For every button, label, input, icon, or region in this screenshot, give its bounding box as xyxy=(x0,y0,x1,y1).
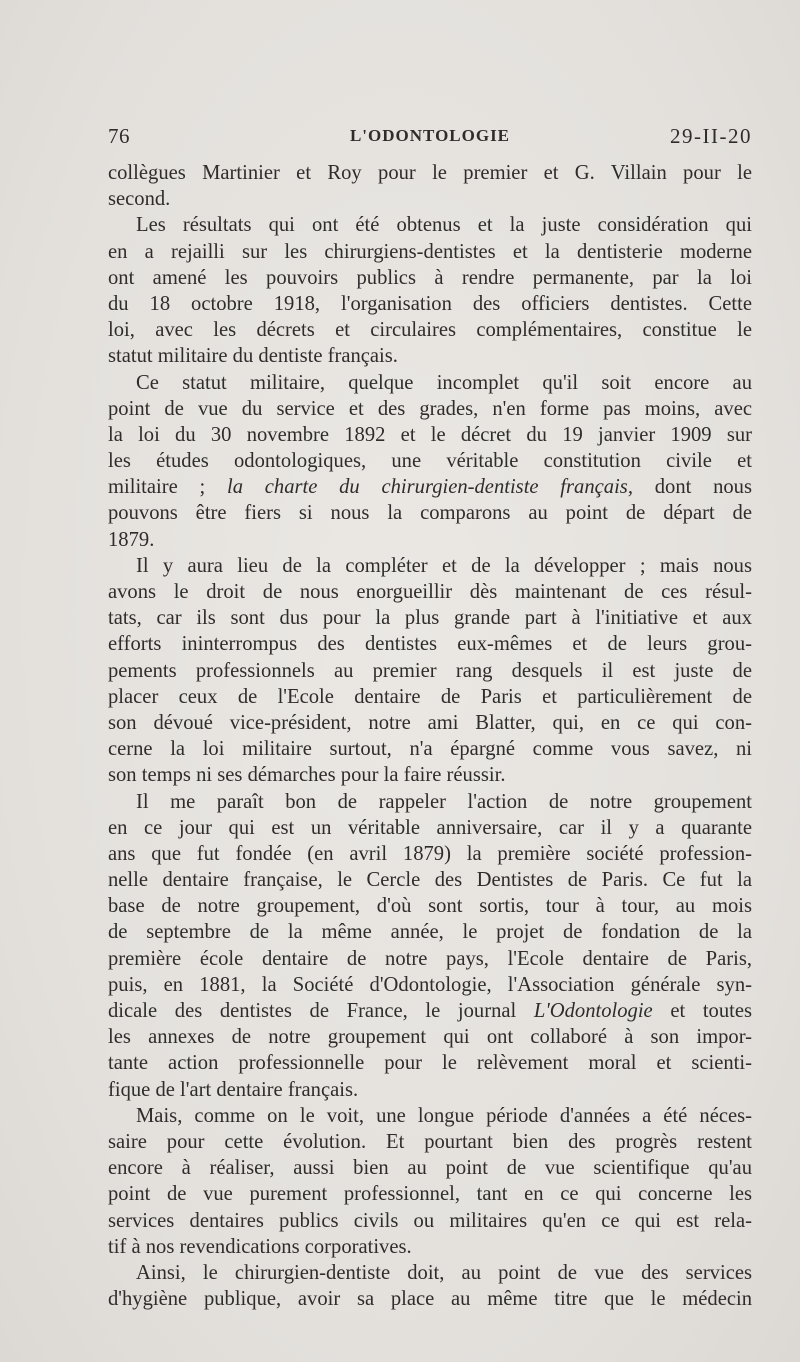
text-line xyxy=(108,474,752,500)
text-line xyxy=(108,998,752,1024)
text-line: tats, car ils sont dus pour la plus grande part à l'initiative et aux xyxy=(108,607,752,630)
text-line: Ainsi, le chirurgien-dentiste doit, au point de vue des services xyxy=(136,1261,752,1284)
text-line: d'hygiène publique, avoir sa place au même titre que le médecin xyxy=(108,1288,752,1311)
text-line: ont amené les pouvoirs publics à rendre permanente, par la loi xyxy=(108,266,752,289)
body-text xyxy=(108,160,752,1312)
text-line: point de vue purement professionnel, tant en ce qui concerne les xyxy=(108,1183,752,1206)
text-line: pouvons être fiers si nous la comparons au point de départ de xyxy=(108,502,752,525)
text-line: placer ceux de l'Ecole dentaire de Paris et particulièrement de xyxy=(108,685,752,708)
text-line: la loi du 30 novembre 1892 et le décret du 19 janvier 1909 sur xyxy=(108,423,752,446)
italic-title: la charte du chirurgien-dentiste français, xyxy=(227,476,633,499)
text-line: tif à nos revendications corporatives. xyxy=(108,1235,412,1258)
text-line: nelle dentaire française, le Cercle des Dentistes de Paris. Ce fut la xyxy=(108,869,752,892)
text-line: Il me paraît bon de rappeler l'action de notre groupement xyxy=(136,790,752,813)
running-title: L'ODONTOLOGIE xyxy=(349,126,511,145)
running-header xyxy=(108,124,752,154)
text-line: tante action professionnelle pour le relèvement moral et scienti- xyxy=(108,1052,752,1075)
text-line: 1879. xyxy=(108,528,155,551)
text-line: collègues Martinier et Roy pour le premier et G. Villain pour le xyxy=(108,162,752,184)
text-line: second. xyxy=(108,188,171,211)
text-line: Il y aura lieu de la compléter et de la développer ; mais nous xyxy=(136,554,752,577)
text-line: encore à réaliser, aussi bien au point de vue scientifique qu'au xyxy=(108,1157,752,1180)
text-segment: et toutes xyxy=(652,1000,753,1022)
issue-date: 29-II-20 xyxy=(670,124,752,148)
italic-journal-title: L'Odontologie xyxy=(533,1000,653,1022)
text-line: saire pour cette évolution. Et pourtant bien des progrès restent xyxy=(108,1130,752,1153)
text-segment: militaire ; xyxy=(108,476,227,499)
text-line: base de notre groupement, d'où sont sortis, tour à tour, au mois xyxy=(108,895,752,918)
text-line: services dentaires publics civils ou militaires qu'en ce qui est rela- xyxy=(108,1209,752,1232)
text-line: première école dentaire de notre pays, l'Ecole dentaire de Paris, xyxy=(108,947,752,970)
text-line: loi, avec les décrets et circulaires complémentaires, constitue le xyxy=(108,319,752,342)
text-line: en ce jour qui est un véritable anniversaire, car il y a quarante xyxy=(108,816,752,839)
text-line: les études odontologiques, une véritable constitution civile et xyxy=(108,450,752,473)
text-line: de septembre de la même année, le projet de fondation de la xyxy=(108,921,752,944)
text-line: ans que fut fondée (en avril 1879) la première société profession- xyxy=(108,842,752,865)
text-line: Ce statut militaire, quelque incomplet qu'il soit encore au xyxy=(136,371,752,394)
text-line: cerne la loi militaire surtout, n'a épargné comme vous savez, ni xyxy=(108,738,752,761)
text-segment: dicale des dentistes de France, le journal xyxy=(108,1000,534,1022)
text-line: fique de l'art dentaire français. xyxy=(108,1078,359,1101)
text-line: point de vue du service et des grades, n'en forme pas moins, avec xyxy=(108,397,752,420)
text-line: statut militaire du dentiste français. xyxy=(108,345,398,368)
text-line: efforts ininterrompus des dentistes eux-mêmes et de leurs grou- xyxy=(108,633,752,656)
text-line: pements professionnels au premier rang desquels il est juste de xyxy=(108,659,752,682)
text-line: les annexes de notre groupement qui ont collaboré à son impor- xyxy=(108,1026,752,1049)
page-number: 76 xyxy=(108,124,130,148)
text-line: avons le droit de nous enorgueillir dès maintenant de ces résul- xyxy=(108,581,752,603)
text-line: en a rejailli sur les chirurgiens-dentistes et la dentisterie moderne xyxy=(108,240,752,263)
text-line: Mais, comme on le voit, une longue période d'années a été néces- xyxy=(136,1104,752,1127)
text-line: son dévoué vice-président, notre ami Blatter, qui, en ce qui con- xyxy=(108,711,752,734)
text-line: son temps ni ses démarches pour la faire réussir. xyxy=(108,764,506,787)
text-line: du 18 octobre 1918, l'organisation des officiers dentistes. Cette xyxy=(108,292,752,315)
text-line: Les résultats qui ont été obtenus et la juste considération qui xyxy=(136,214,752,237)
text-line: puis, en 1881, la Société d'Odontologie, l'Association générale syn- xyxy=(108,973,752,996)
text-segment: dont nous xyxy=(632,476,752,499)
